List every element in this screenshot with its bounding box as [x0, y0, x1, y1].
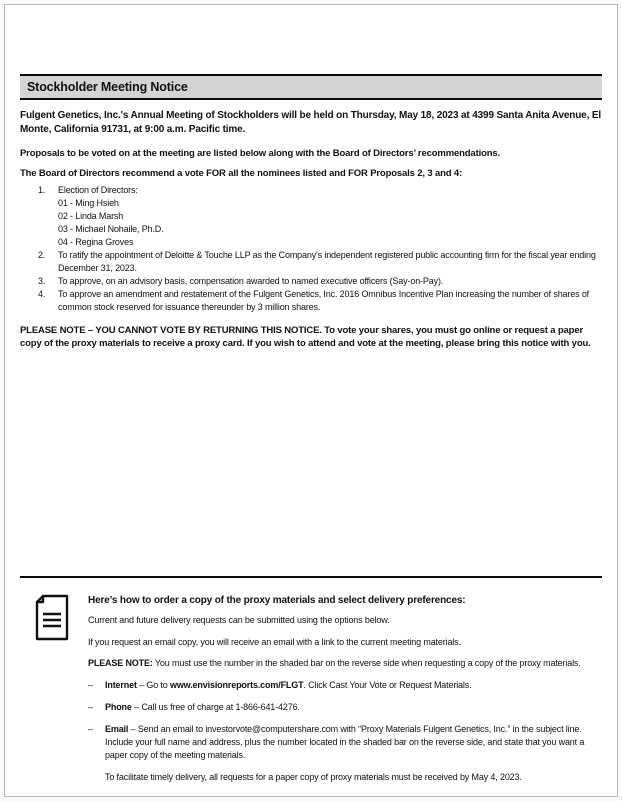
option-internet-suffix: . Click Cast Your Vote or Request Materials. [303, 679, 472, 690]
option-phone-label: Phone [105, 701, 132, 712]
option-internet-prefix: – Go to [136, 679, 170, 690]
order-proxy-materials-section [20, 594, 602, 784]
proposal-item-3 [20, 275, 602, 288]
section-header-bar [20, 74, 602, 100]
stockholder-notice-page [4, 4, 618, 797]
proposal-number: 4. [38, 289, 46, 299]
email-copy-line: If you request an email copy, you will receive an email with a link to the current meeting materials. [88, 636, 461, 647]
option-phone [88, 701, 602, 714]
option-internet [88, 679, 602, 692]
option-phone-text [105, 701, 602, 714]
option-email-text [105, 723, 602, 762]
dash-bullet: – [88, 679, 93, 690]
cannot-vote-warning: PLEASE NOTE – YOU CANNOT VOTE BY RETURNING THIS NOTICE. To vote your shares, you must go online or request a paper copy of the proxy materials to receive a proxy card. If you wish to attend and vote at the meeting, please bring this notice with you. [20, 325, 591, 349]
proposal-item-2 [20, 249, 602, 275]
order-heading: Here’s how to order a copy of the proxy materials and select delivery preferences: [88, 595, 466, 606]
section-divider-rule [20, 576, 602, 578]
option-email [88, 723, 602, 762]
option-internet-text [105, 679, 602, 692]
option-internet-label: Internet [105, 679, 137, 690]
please-note-text: You must use the number in the shaded bar on the reverse side when requesting a copy of the proxy materials. [152, 658, 581, 668]
proposal-text: To approve an amendment and restatement of the Fulgent Genetics, Inc. 2016 Omnibus Incentive Plan increasing the number of shares of common stock reserved for issuance thereunder by 3 million shares. [58, 289, 590, 312]
nominee-line: 04 - Regina Groves [58, 237, 134, 247]
please-note-line [88, 657, 602, 670]
envisionreports-url: www.envisionreports.com/FLGT [169, 679, 304, 690]
proposal-text: Election of Directors: [58, 185, 138, 195]
nominee-line: 02 - Linda Marsh [58, 211, 124, 221]
proposal-text: To ratify the appointment of Deloitte & Touche LLP as the Company's independent registered public accounting firm for the fiscal year ending December 31, 2023. [58, 250, 596, 273]
document-icon [33, 594, 71, 646]
proposal-number: 3. [38, 276, 46, 286]
dash-bullet: – [88, 701, 93, 712]
proposals-note-paragraph: Proposals to be voted on at the meeting are listed below along with the Board of Directors’ recommendations. [20, 148, 500, 159]
proposal-item-4 [20, 288, 602, 314]
proposal-number: 2. [38, 250, 46, 260]
option-email-label: Email [105, 723, 129, 734]
nominee-line: 03 - Michael Nohaile, Ph.D. [58, 224, 164, 234]
proposal-number: 1. [38, 185, 46, 195]
board-recommendation-paragraph: The Board of Directors recommend a vote FOR all the nominees listed and FOR Proposals 2, 3 and 4: [20, 168, 463, 179]
proposal-text: To approve, on an advisory basis, compensation awarded to named executive officers (Say-on-Pay). [58, 276, 444, 286]
page-content [5, 74, 617, 784]
proposal-item-1 [20, 184, 602, 197]
proposals-list [20, 184, 602, 314]
meeting-info-paragraph: Fulgent Genetics, Inc.'s Annual Meeting of Stockholders will be held on Thursday, May 18, 2023 at 4399 Santa Anita Avenue, El Monte, California 91731, at 9:00 a.m. Pacific time. [20, 110, 601, 135]
deadline-line: To facilitate timely delivery, all requests for a paper copy of proxy materials must be received by May 4, 2023. [105, 771, 522, 782]
please-note-label: PLEASE NOTE: [88, 658, 153, 668]
page-title: Stockholder Meeting Notice [27, 80, 188, 94]
dash-bullet: – [88, 723, 93, 734]
nominee-line: 01 - Ming Hsieh [58, 198, 119, 208]
option-email-detail: – Send an email to investorvote@computershare.com with “Proxy Materials Fulgent Genetics, Inc.” in the subject line. Include your full name and address, plus the number located in the shaded bar on the reverse side, and state that you want a paper copy of the meeting materials. [105, 723, 585, 760]
order-instructions [88, 594, 602, 784]
option-phone-detail: – Call us free of charge at 1-866-641-4276. [131, 701, 300, 712]
delivery-requests-line: Current and future delivery requests can be submitted using the options below. [88, 615, 390, 625]
